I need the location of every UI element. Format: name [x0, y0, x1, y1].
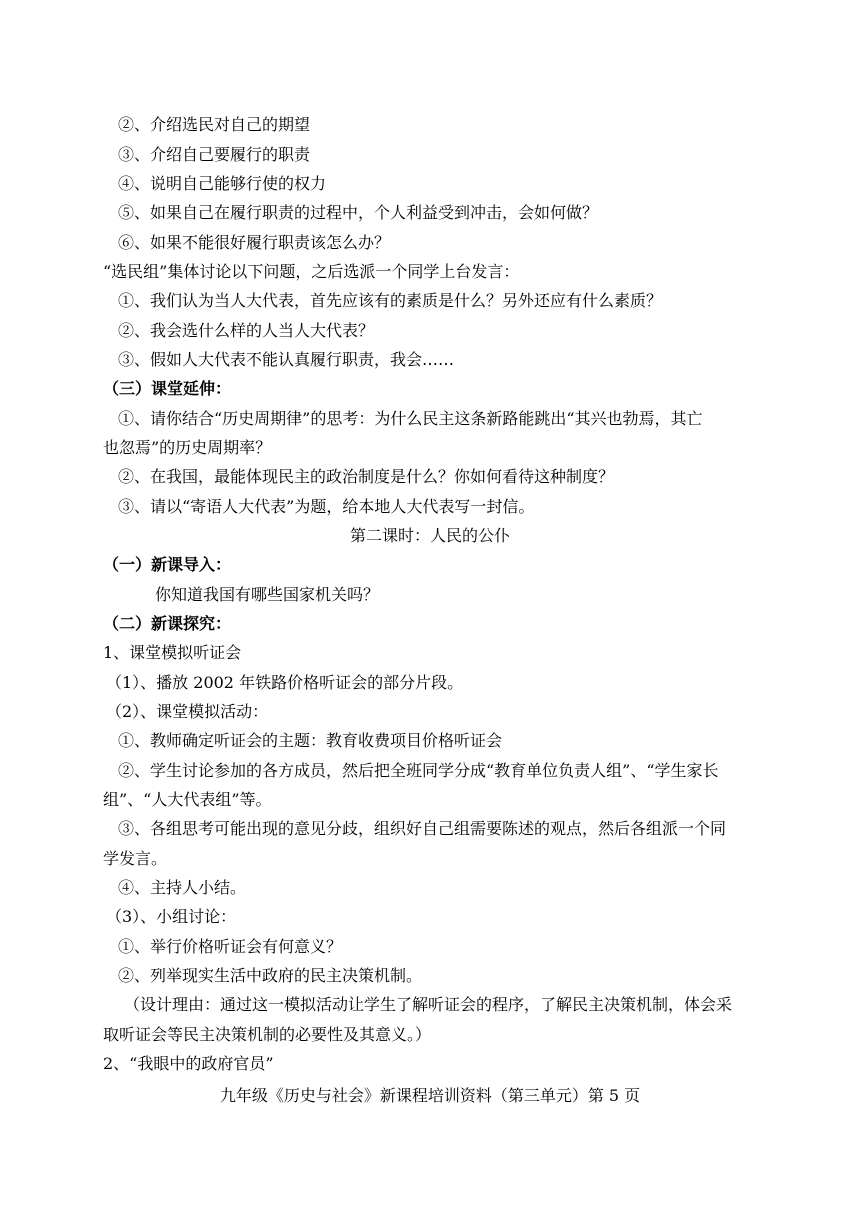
text-line: 学发言。	[103, 849, 168, 868]
section-heading: （一）新课导入：	[103, 555, 232, 574]
section-heading: （二）新课探究：	[103, 614, 232, 633]
text-line: ②、学生讨论参加的各方成员，然后把全班同学分成“教育单位负责人组”、“学生家长	[118, 761, 719, 780]
section-heading: （三）课堂延伸：	[103, 379, 232, 398]
page-footer: 九年级《历史与社会》新课程培训资料（第三单元）第 5 页	[219, 1086, 641, 1105]
text-line: （3）、小组讨论：	[106, 907, 237, 926]
text-line: 取听证会等民主决策机制的必要性及其意义。）	[103, 1025, 432, 1044]
text-line: ①、举行价格听证会有何意义？	[118, 937, 343, 956]
text-line: ①、教师确定听证会的主题：教育收费项目价格听证会	[118, 731, 503, 750]
text-line: ⑥、如果不能很好履行职责该怎么办？	[118, 233, 391, 252]
text-line: 你知道我国有哪些国家机关吗？	[155, 585, 380, 604]
text-line: （1）、播放 2002 年铁路价格听证会的部分片段。	[106, 673, 464, 692]
lesson-title: 第二课时：人民的公仆	[349, 526, 510, 545]
text-line: ②、列举现实生活中政府的民主决策机制。	[118, 966, 423, 985]
text-line: （2）、课堂模拟活动：	[106, 702, 269, 721]
text-line: ③、假如人大代表不能认真履行职责，我会……	[118, 350, 455, 369]
text-line: 1、课堂模拟听证会	[103, 643, 242, 662]
text-line: ①、请你结合“历史周期律”的思考：为什么民主这条新路能跳出“其兴也勃焉，其亡	[118, 409, 703, 428]
text-line: ②、介绍选民对自己的期望	[118, 115, 311, 134]
text-line: ④、主持人小结。	[118, 878, 247, 897]
text-line: ①、我们认为当人大代表，首先应该有的素质是什么？另外还应有什么素质？	[118, 291, 663, 310]
text-line: ③、请以“寄语人大代表”为题，给本地人大代表写一封信。	[118, 497, 535, 516]
text-line: ②、在我国，最能体现民主的政治制度是什么？你如何看待这种制度？	[118, 467, 615, 486]
text-line: ③、各组思考可能出现的意见分歧，组织好自己组需要陈述的观点，然后各组派一个同	[118, 819, 727, 838]
text-line: ⑤、如果自己在履行职责的过程中，个人利益受到冲击，会如何做？	[118, 203, 599, 222]
text-line: ③、介绍自己要履行的职责	[118, 145, 311, 164]
text-line: 2、“我眼中的政府官员”	[103, 1054, 274, 1073]
text-line: ④、说明自己能够行使的权力	[118, 174, 327, 193]
text-line: （设计理由：通过这一模拟活动让学生了解听证会的程序，了解民主决策机制，体会采	[124, 995, 733, 1014]
text-line: 组”、“人大代表组”等。	[103, 790, 272, 809]
text-line: ②、我会选什么样的人当人大代表？	[118, 321, 375, 340]
text-line: “选民组”集体讨论以下问题，之后选派一个同学上台发言：	[103, 262, 520, 281]
text-line: 也忽焉”的历史周期率？	[103, 438, 272, 457]
